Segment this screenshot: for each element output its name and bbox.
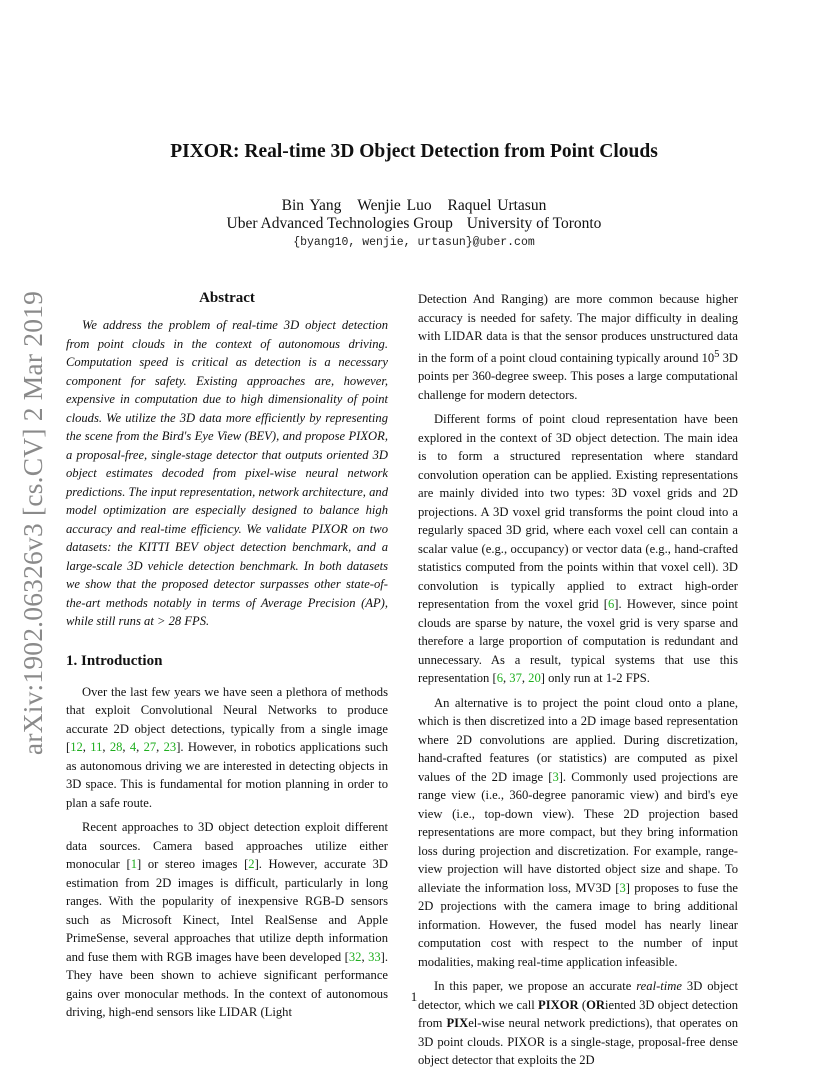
bold-term: PIX — [446, 1016, 469, 1031]
paragraph: Different forms of point cloud representation have been explored in the context of 3D object detection. The main idea is to form a structured representation where standard convolution operation can be applied. Existing representations are mainly divided into two types: 3D voxel grids and 2D projections. A 3D voxel grid transforms the point cloud into a regularly spaced 3D grid, where each voxel cell can contain a scalar value (e.g., occupancy) or vector data (e.g., hand-crafted statistics computed from the points within that voxel cell). 3D convolution is typically applied to extract high-order representation from the voxel grid [6]. However, since point clouds are sparse by nature, the voxel grid is very sparse and therefore a large proportion of computation is redundant and unnecessary. As a result, typical systems that use this representation [6, 37, 20] only run at 1-2 FPS. — [418, 412, 739, 686]
author-name: Raquel Urtasun — [447, 197, 547, 214]
affiliation: University of Toronto — [466, 215, 602, 232]
citation-link[interactable]: 32 — [348, 949, 362, 964]
citation-link[interactable]: 3 — [619, 880, 626, 895]
affiliation: Uber Advanced Technologies Group — [226, 215, 453, 232]
paragraph: In this paper, we propose an accurate real-time 3D object detector, which we call PIXOR (ORiented 3D object detection from PIXel-wise neural network predictions), that operates on 3D point clouds. PIXOR is a single-stage, proposal-free dense object detector that exploits the 2D — [418, 979, 738, 1068]
citation-link[interactable]: 6 — [608, 597, 615, 612]
paragraph: Over the last few years we have seen a plethora of methods that exploit Convolutional Neural Networks to produce accurate 2D object detections, typically from a single image [12, 11, 28, 4, 27, 23]. However, in robotics applications such as autonomous driving we are interested in detecting objects in 3D space. This is fundamental for motion planning in order to plan a safe route. — [66, 684, 389, 810]
citation-link[interactable]: 11 — [90, 740, 103, 754]
author-name: Wenjie Luo — [357, 197, 432, 214]
citation-link[interactable]: 20 — [528, 671, 541, 686]
citation-link[interactable]: 33 — [368, 949, 381, 964]
bold-term: PIXOR — [538, 997, 579, 1012]
paragraph: Recent approaches to 3D object detection exploit different data sources. Camera based approaches utilize either monocular [1] or stereo images [2]. However, accurate 3D estimation from 2D images is difficult, particularly in long ranges. With the popularity of inexpensive RGB-D sensors such as Microsoft Kinect, Intel RealSense and Apple PrimeSense, several approaches that utilize depth information and fuse them with RGB images have been developed [32, 33]. They have been shown to achieve significant performance gains over monocular methods. In the context of autonomous driving, high-end sensors like LIDAR (Light — [66, 820, 389, 1019]
emphasis: real-time — [636, 979, 682, 994]
author-list — [0, 197, 828, 215]
bold-term: OR — [586, 997, 606, 1012]
citation-link[interactable]: 23 — [163, 740, 177, 754]
abstract-heading: Abstract — [199, 290, 255, 306]
citation-link[interactable]: 12 — [70, 740, 83, 754]
arxiv-identifier — [17, 288, 48, 758]
paragraph: Detection And Ranging) are more common because higher accuracy is needed for safety. The major difficulty in dealing with LIDAR data is that the sensor produces unstructured data in the form of a point cloud containing typically around $10^5$ 3D points per 360-degree sweep. This poses a large computational challenge for modern detectors. — [418, 292, 738, 402]
right-column — [418, 290, 738, 1076]
left-column — [66, 288, 388, 1028]
citation-link[interactable]: 4 — [129, 740, 137, 754]
citation-link[interactable]: 1 — [130, 857, 138, 871]
author-name: Bin Yang — [281, 197, 342, 214]
citation-link[interactable]: 6 — [496, 671, 503, 686]
superscript: 5 — [714, 348, 720, 360]
page-number: 1 — [410, 989, 418, 1004]
citation-link[interactable]: 3 — [552, 769, 559, 784]
citation-link[interactable]: 27 — [143, 740, 157, 754]
paper-title: PIXOR: Real-time 3D Object Detection from Point Clouds — [170, 141, 658, 162]
abstract-text: We address the problem of real-time 3D object detection from point clouds in the context of autonomous driving. Computation speed is critical as detection is a necessary component for safety. Existing approaches are, however, expensive in computation due to high dimensionality of point clouds. We utilize the 3D data more efficiently by representing the scene from the Bird's Eye View (BEV), and propose PIXOR, a proposal-free, single-stage detector that outputs oriented 3D object estimates decoded from pixel-wise neural network predictions. The input representation, network architecture, and model optimization are especially designed to balance high accuracy and real-time efficiency. We validate PIXOR on two datasets: the KITTI BEV object detection benchmark, and a large-scale 3D vehicle detection benchmark. In both datasets we show that the proposed detector surpasses other state-of-the-art methods notably in terms of Average Precision (AP), while still runs at > 28 FPS. — [66, 318, 388, 628]
paragraph: An alternative is to project the point cloud onto a plane, which is then discretized into a 2D image based representation where 2D convolutions are applied. During discretization, hand-crafted features (or statistics) are computed as pixel values of the 2D image [3]. Commonly used projections are range view (i.e., 360-degree panoramic view) and bird's eye view (i.e., top-down view). These 2D projection based representations are more compact, but they bring information loss during projection and discretization. For example, range-view projection will have distorted object size and shape. To alleviate the information loss, MV3D [3] proposes to fuse the 2D projections with the camera image to bring additional information. However, the fused model has nearly linear computation cost with respect to the number of input modalities, making real-time application infeasible. — [418, 695, 738, 969]
arxiv-identifier-text: arXiv:1902.06326v3 [cs.CV] 2 Mar 2019 — [17, 290, 48, 756]
affiliation-list — [0, 215, 828, 233]
section-heading-introduction: 1. Introduction — [66, 652, 163, 669]
citation-link[interactable]: 28 — [109, 740, 123, 754]
citation-link[interactable]: 37 — [509, 671, 522, 686]
author-emails: {byang10, wenjie, urtasun}@uber.com — [293, 236, 535, 249]
citation-link[interactable]: 2 — [248, 857, 255, 871]
